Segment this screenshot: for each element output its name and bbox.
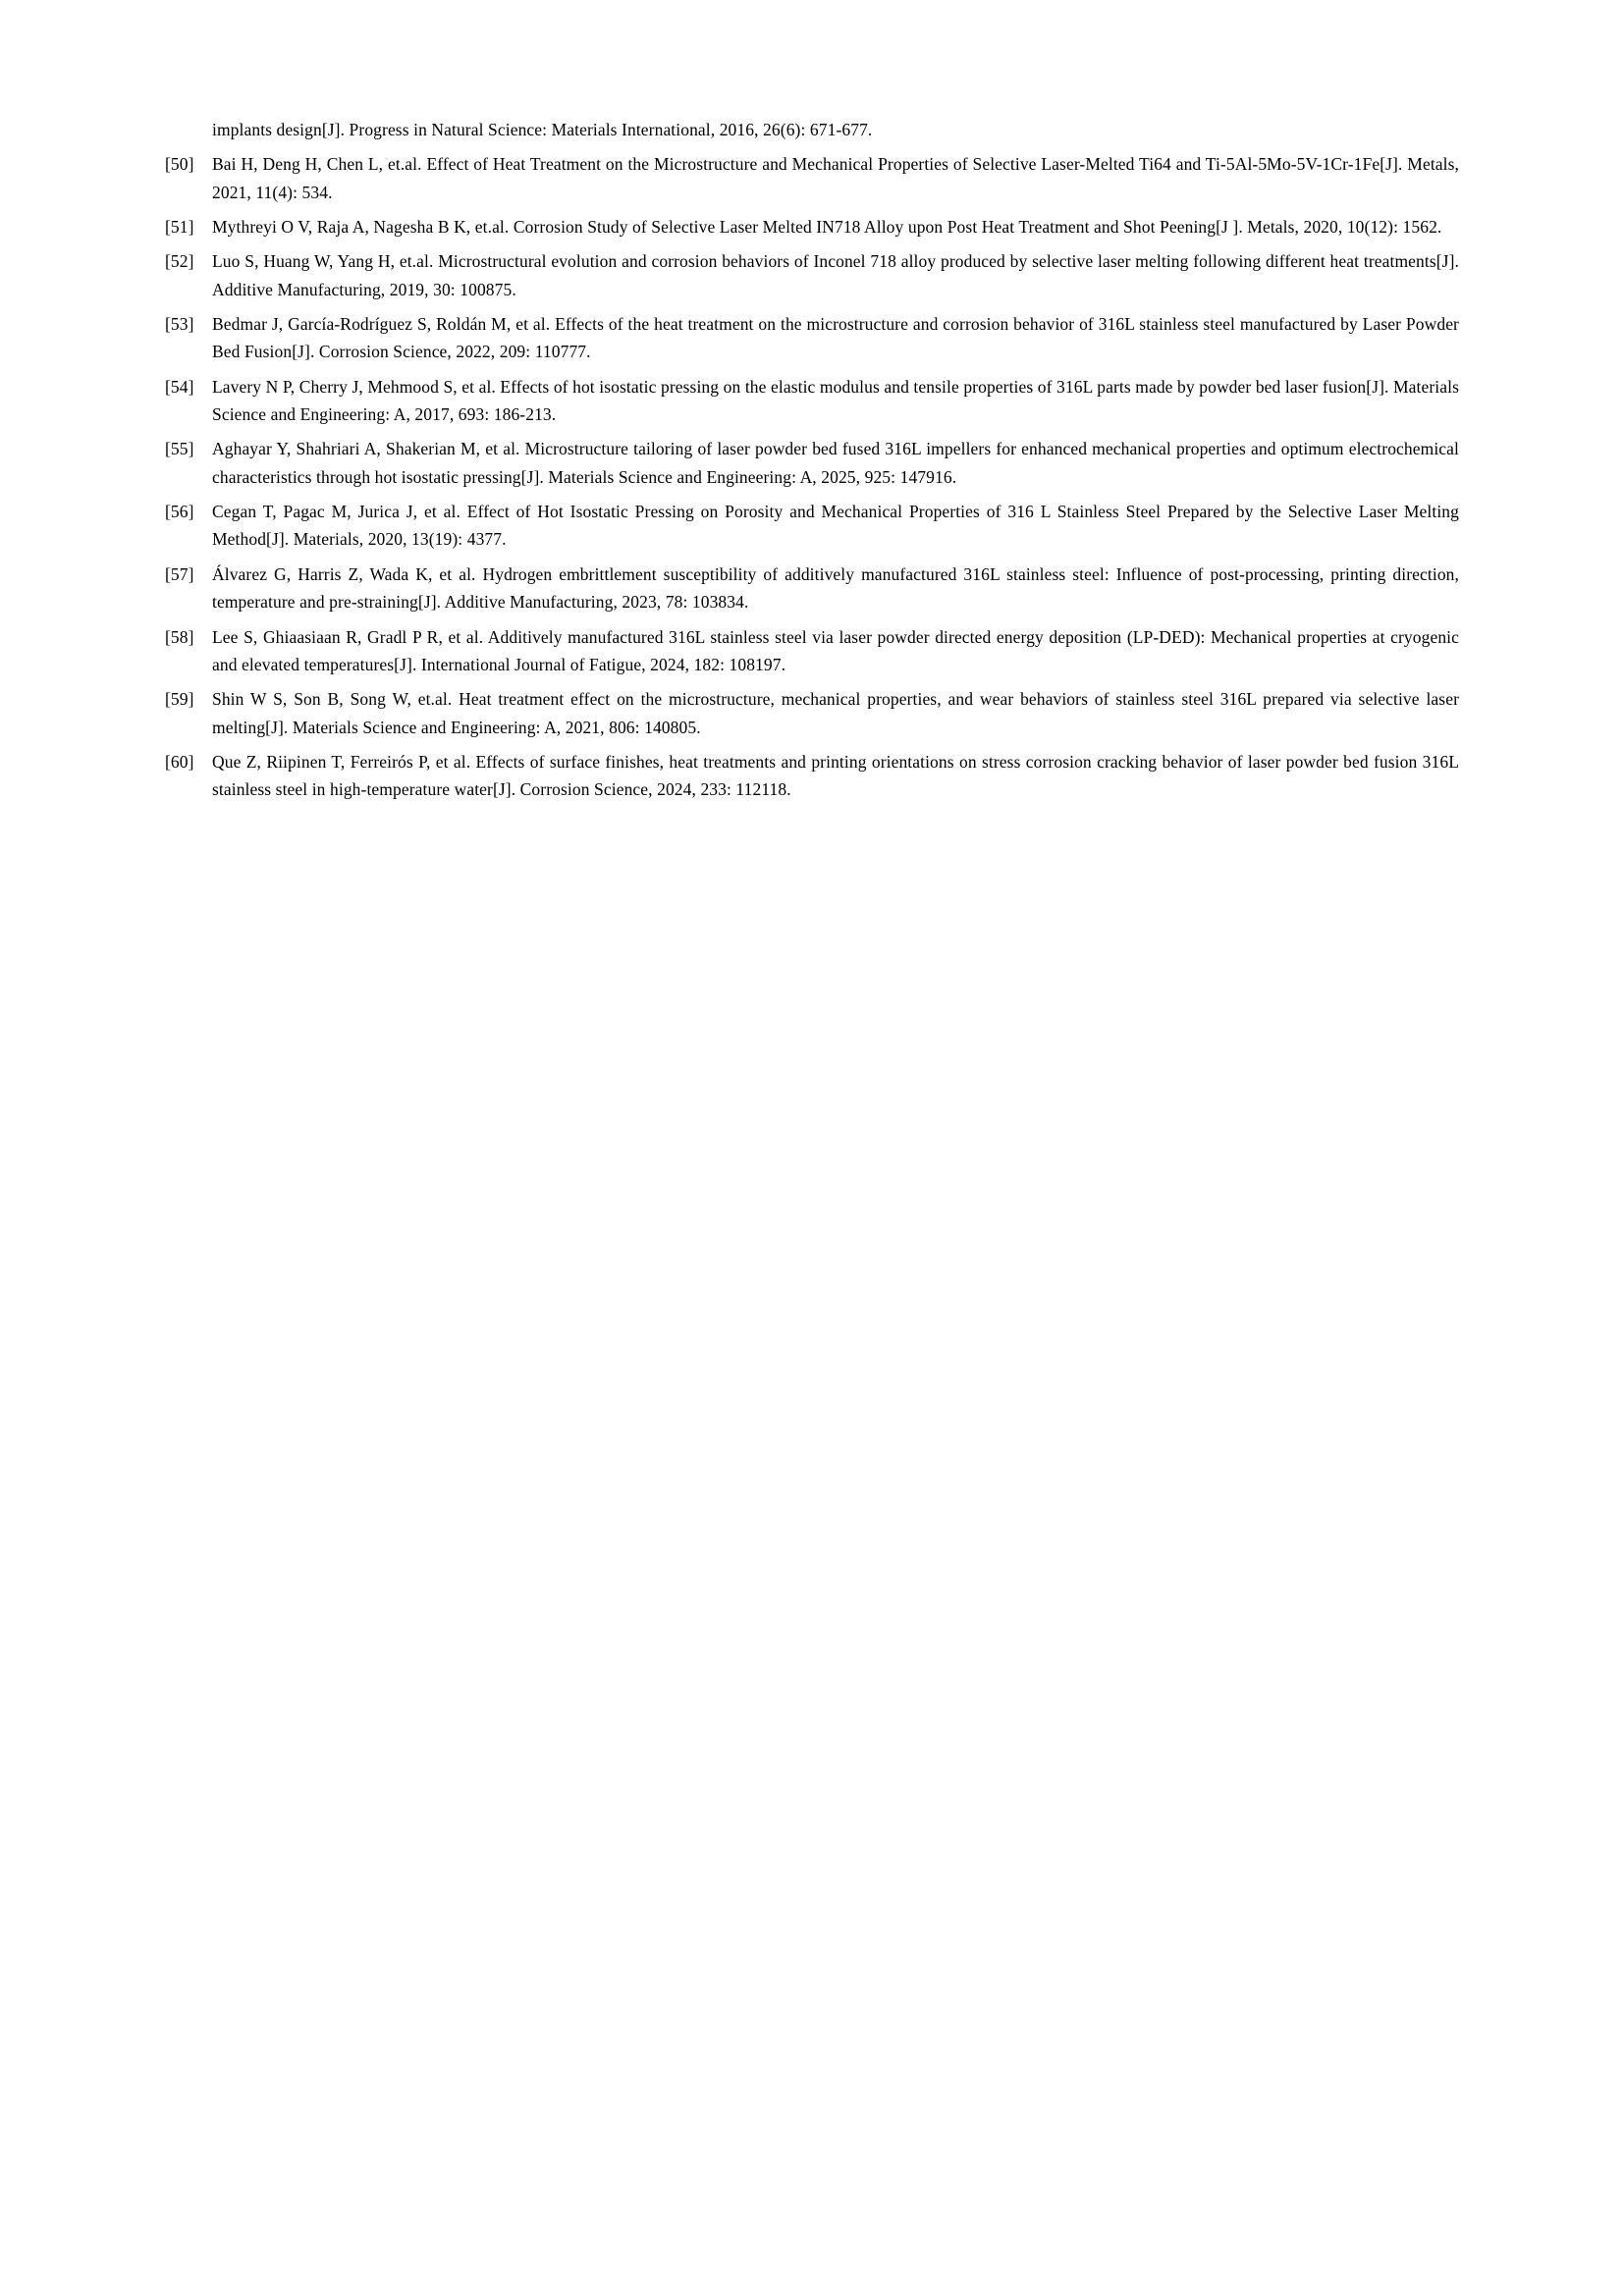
reference-number: [54]: [165, 376, 194, 397]
reference-item: [165, 498, 1459, 554]
reference-number: [55]: [165, 439, 194, 459]
reference-item: [165, 247, 1459, 303]
reference-text: Luo S, Huang W, Yang H, et.al. Microstructural evolution and corrosion behaviors of Inconel 718 alloy produced by selective laser melting following different heat treatments[J]. Additive Manufacturing, 2019, 30: 100875.: [212, 251, 1459, 299]
reference-text: Bai H, Deng H, Chen L, et.al. Effect of Heat Treatment on the Microstructure and Mechanical Properties of Selective Laser-Melted Ti64 and Ti-5Al-5Mo-5V-1Cr-1Fe[J]. Metals, 2021, 11(4): 534.: [212, 154, 1459, 202]
reference-number: [56]: [165, 502, 194, 522]
reference-text: Álvarez G, Harris Z, Wada K, et al. Hydrogen embrittlement susceptibility of additively manufactured 316L stainless steel: Influence of post-processing, printing direction, temperature and pre-straining[J]. Additive Manufacturing, 2023, 78: 103834.: [212, 563, 1459, 613]
reference-item: [165, 213, 1459, 240]
continuation-text: implants design[J]. Progress in Natural Science: Materials International, 2016, 26(6): 671-677.: [212, 120, 873, 139]
reference-text: Que Z, Riipinen T, Ferreirós P, et al. Effects of surface finishes, heat treatments and printing orientations on stress corrosion cracking behavior of laser powder bed fusion 316L stainless steel in high-temperature water[J]. Corrosion Science, 2024, 233: 112118.: [212, 751, 1459, 800]
reference-number: [59]: [165, 689, 194, 710]
reference-item: [165, 373, 1459, 429]
reference-text: Bedmar J, García-Rodríguez S, Roldán M, et al. Effects of the heat treatment on the microstructure and corrosion behavior of 316L stainless steel manufactured by Laser Powder Bed Fusion[J]. Corrosion Science, 2022, 209: 110777.: [212, 314, 1459, 362]
reference-number: [57]: [165, 563, 194, 584]
reference-text: Lavery N P, Cherry J, Mehmood S, et al. Effects of hot isostatic pressing on the elastic modulus and tensile properties of 316L parts made by powder bed laser fusion[J]. Materials Science and Engineering: A, 2017, 693: 186-213.: [212, 376, 1459, 425]
reference-number: [52]: [165, 251, 194, 272]
reference-item: [165, 623, 1459, 679]
reference-item: [165, 435, 1459, 491]
reference-number: [51]: [165, 217, 194, 238]
reference-item: [165, 561, 1459, 616]
reference-text: Aghayar Y, Shahriari A, Shakerian M, et al. Microstructure tailoring of laser powder bed fused 316L impellers for enhanced mechanical properties and optimum electrochemical characteristics through hot isostatic pressing[J]. Materials Science and Engineering: A, 2025, 925: 147916.: [212, 439, 1459, 487]
reference-list: [165, 150, 1459, 803]
reference-number: [53]: [165, 314, 194, 335]
reference-item: [165, 685, 1459, 741]
reference-text: Lee S, Ghiaasiaan R, Gradl P R, et al. Additively manufactured 316L stainless steel via laser powder directed energy deposition (LP-DED): Mechanical properties at cryogenic and elevated temperatures[J]. International Journal of Fatigue, 2024, 182: 108197.: [212, 626, 1459, 674]
reference-text: Mythreyi O V, Raja A, Nagesha B K, et.al. Corrosion Study of Selective Laser Melted IN718 Alloy upon Post Heat Treatment and Shot Peening[J ]. Metals, 2020, 10(12): 1562.: [212, 217, 1442, 238]
reference-item: [165, 748, 1459, 804]
reference-number: [50]: [165, 154, 194, 175]
reference-number: [58]: [165, 626, 194, 647]
reference-number: [60]: [165, 751, 194, 772]
reference-item: [165, 150, 1459, 206]
reference-text: Cegan T, Pagac M, Jurica J, et al. Effect of Hot Isostatic Pressing on Porosity and Mechanical Properties of 316 L Stainless Steel Prepared by the Selective Laser Melting Method[J]. Materials, 2020, 13(19): 4377.: [212, 502, 1459, 550]
reference-item: [165, 310, 1459, 366]
reference-text: Shin W S, Son B, Song W, et.al. Heat treatment effect on the microstructure, mechanical properties, and wear behaviors of stainless steel 316L prepared via selective laser melting[J]. Materials Science and Engineering: A, 2021, 806: 140805.: [212, 689, 1459, 737]
